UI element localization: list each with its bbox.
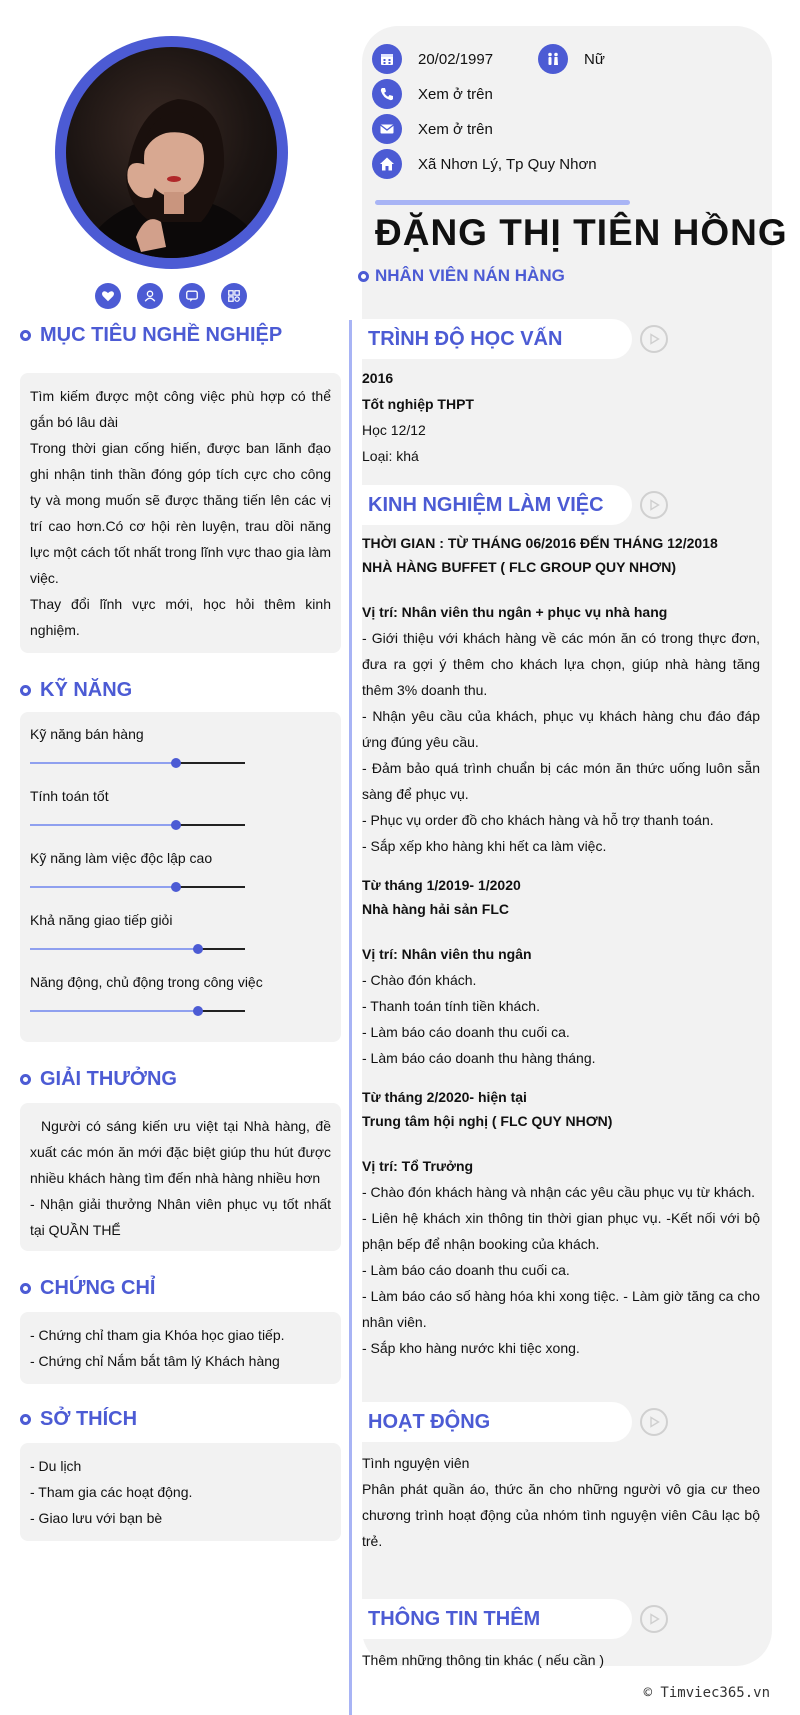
heading-experience: KINH NGHIỆM LÀM VIỆC [362, 485, 632, 525]
bullet-icon [20, 330, 31, 341]
education-rank: Loại: khá [362, 448, 419, 464]
award-line: - Nhận giải thưởng Nhân viên phục vụ tốt nhất tại QUẦN THỂ [30, 1196, 331, 1238]
job-position: Vị trí: Nhân viên thu ngân [362, 946, 532, 962]
skill-slider-fill [30, 824, 176, 826]
skill-name: Khả năng giao tiếp giỏi [30, 912, 173, 928]
skill-slider-knob[interactable] [193, 944, 203, 954]
home-icon [372, 149, 402, 179]
phone-icon [372, 79, 402, 109]
skill-name: Tính toán tốt [30, 788, 109, 804]
skill-slider-fill [30, 1010, 198, 1012]
job-duty: - Giới thiệu với khách hàng về các món ăn có trong thực đơn, đưa ra gợi ý thêm cho khách lựa chọn, giúp nhà hàng tăng thêm 3% doanh thu. [362, 630, 760, 698]
job-duty: - Nhận yêu cầu của khách, phục vụ khách hàng chu đáo đáp ứng đúng yêu cầu. [362, 708, 760, 750]
name-underline [375, 200, 630, 205]
job-company: NHÀ HÀNG BUFFET ( FLC GROUP QUY NHƠN) [362, 559, 676, 575]
contact-address [372, 149, 597, 179]
activity-text: Phân phát quần áo, thức ăn cho những người vô gia cư theo chương trình hoạt động của nhóm tình nguyện viên Câu lạc bộ trẻ. [362, 1481, 760, 1549]
job-time: Từ tháng 1/2019- 1/2020 [362, 877, 521, 893]
objective-line: Tìm kiếm được một công việc phù hợp có thể gắn bó lâu dài [30, 388, 331, 430]
avatar [55, 36, 288, 269]
skill-slider[interactable] [30, 886, 245, 888]
contact-phone [372, 79, 493, 109]
calendar-icon [372, 44, 402, 74]
heart-icon[interactable] [95, 283, 121, 309]
heading-certificates-text: CHỨNG CHỈ [40, 1277, 156, 1299]
objective-line: Thay đổi lĩnh vực mới, học hỏi thêm kinh nghiệm. [30, 596, 331, 638]
activities-block [362, 1450, 760, 1554]
contact-gender [538, 44, 605, 74]
activity-title: Tình nguyện viên [362, 1455, 470, 1471]
skill-item [30, 974, 263, 990]
skill-name: Kỹ năng làm việc độc lập cao [30, 850, 213, 866]
portrait-illustration [66, 47, 277, 258]
avatar-photo [66, 47, 277, 258]
experience-block [362, 531, 760, 1361]
skill-slider[interactable] [30, 762, 245, 764]
heading-certificates [20, 1277, 155, 1300]
bullet-icon [20, 1283, 31, 1294]
job-time: THỜI GIAN : TỪ THÁNG 06/2016 ĐẾN THÁNG 12/2018 [362, 535, 718, 551]
heading-activities: HOẠT ĐỘNG [362, 1402, 632, 1442]
contact-birthday [372, 44, 493, 74]
heading-skills-text: KỸ NĂNG [40, 679, 133, 701]
hobby-line: - Giao lưu với bạn bè [30, 1510, 163, 1526]
heading-awards [20, 1068, 177, 1091]
job-duty: - Sắp kho hàng nước khi tiệc xong. [362, 1340, 580, 1356]
email-text: Xem ở trên [418, 120, 493, 138]
award-line: Người có sáng kiến ưu việt tại Nhà hàng, đề xuất các món ăn mới đặc biệt giúp thu hút được nhiều khách hàng tìm đến nhà hàng nhiều hơn [30, 1118, 335, 1186]
email-icon [372, 114, 402, 144]
objective-line: Trong thời gian cống hiến, được ban lãnh đạo ghi nhận tinh thần đóng góp tích cực cho công ty và mong muốn sẽ được thăng tiến lên các vị trí cao hơn.Có cơ hội rèn luyện, trau dồi năng lực một cách tốt nhất trong lĩnh vực thao gia làm việc. [30, 440, 331, 586]
job-duty: - Chào đón khách. [362, 972, 477, 988]
more-info-block [362, 1647, 760, 1673]
education-year: 2016 [362, 370, 394, 386]
certificates-box [20, 1312, 341, 1384]
skill-slider-fill [30, 762, 176, 764]
heading-hobbies [20, 1408, 137, 1431]
play-icon[interactable] [640, 1408, 668, 1436]
education-grade: Học 12/12 [362, 422, 426, 438]
education-block [362, 365, 760, 469]
contact-email [372, 114, 493, 144]
job-position: Vị trí: Tổ Trưởng [362, 1158, 474, 1174]
birthday-text: 20/02/1997 [418, 50, 494, 68]
certificate-line: - Chứng chỉ tham gia Khóa học giao tiếp. [30, 1327, 285, 1343]
skill-slider-fill [30, 886, 176, 888]
social-icons [95, 283, 247, 309]
job-duty: - Làm báo cáo doanh thu cuối ca. [362, 1024, 570, 1040]
job-duty: - Làm báo cáo số hàng hóa khi xong tiệc. - Làm giờ tăng ca cho nhân viên. [362, 1288, 760, 1330]
heading-objective [20, 324, 282, 347]
column-divider [349, 320, 352, 1715]
job-title-text: NHÂN VIÊN NÁN HÀNG [375, 266, 565, 285]
address-text: Xã Nhơn Lý, Tp Quy Nhơn [418, 155, 597, 173]
skill-slider[interactable] [30, 948, 245, 950]
job-position: Vị trí: Nhân viên thu ngân + phục vụ nhà hang [362, 604, 668, 620]
objective-box [20, 373, 341, 653]
heading-skills [20, 679, 132, 702]
job-duty: - Phục vụ order đồ cho khách hàng và hỗ trợ thanh toán. [362, 812, 714, 828]
skill-item [30, 912, 245, 928]
hobby-line: - Tham gia các hoạt động. [30, 1484, 193, 1500]
play-icon[interactable] [640, 1605, 668, 1633]
heading-hobbies-text: SỞ THÍCH [40, 1408, 138, 1430]
job-duty: - Thanh toán tính tiền khách. [362, 998, 540, 1014]
skill-slider[interactable] [30, 1010, 245, 1012]
bullet-icon [358, 271, 369, 282]
bullet-icon [20, 685, 31, 696]
play-icon[interactable] [640, 325, 668, 353]
job-duty: - Đảm bảo quá trình chuẩn bị các món ăn thức uống luôn sẵn sàng để phục vụ. [362, 760, 760, 802]
awards-box [20, 1103, 341, 1251]
user-icon[interactable] [137, 283, 163, 309]
chat-icon[interactable] [179, 283, 205, 309]
job-duty: - Sắp xếp kho hàng khi hết ca làm việc. [362, 838, 607, 854]
job-duty: - Chào đón khách hàng và nhận các yêu cầu phục vụ từ khách. [362, 1184, 756, 1200]
hobbies-box [20, 1443, 341, 1541]
skill-slider-knob[interactable] [193, 1006, 203, 1016]
education-school: Tốt nghiệp THPT [362, 396, 474, 412]
footer-watermark: © Timviec365.vn [643, 1685, 770, 1701]
play-icon[interactable] [640, 491, 668, 519]
heading-awards-text: GIẢI THƯỞNG [40, 1068, 177, 1090]
skill-name: Năng động, chủ động trong công việc [30, 974, 263, 990]
gender-icon [538, 44, 568, 74]
bullet-icon [20, 1074, 31, 1085]
bullet-icon [20, 1414, 31, 1425]
candidate-name: ĐẶNG THỊ TIÊN HỒNG [375, 212, 788, 253]
skill-item [30, 726, 245, 742]
gender-text: Nữ [584, 50, 605, 68]
heading-more-info: THÔNG TIN THÊM [362, 1599, 632, 1639]
more-info-text: Thêm những thông tin khác ( nếu cần ) [362, 1652, 605, 1668]
skill-slider-fill [30, 948, 198, 950]
job-duty: - Làm báo cáo doanh thu hàng tháng. [362, 1050, 596, 1066]
job-duty: - Liên hệ khách xin thông tin thời gian phục vụ. -Kết nối với bộ phận bếp để nhận booking của khách. [362, 1210, 760, 1252]
skill-name: Kỹ năng bán hàng [30, 726, 144, 742]
job-company: Trung tâm hội nghị ( FLC QUY NHƠN) [362, 1113, 613, 1129]
hobby-line: - Du lịch [30, 1458, 82, 1474]
job-company: Nhà hàng hải sản FLC [362, 901, 510, 917]
job-duty: - Làm báo cáo doanh thu cuối ca. [362, 1262, 570, 1278]
phone-text: Xem ở trên [418, 85, 493, 103]
job-time: Từ tháng 2/2020- hiện tại [362, 1089, 527, 1105]
heading-education: TRÌNH ĐỘ HỌC VẤN [362, 319, 632, 359]
grid-icon[interactable] [221, 283, 247, 309]
skill-item [30, 850, 245, 866]
certificate-line: - Chứng chỉ Nắm bắt tâm lý Khách hàng [30, 1353, 280, 1369]
heading-objective-text: MỤC TIÊU NGHỀ NGHIỆP [40, 324, 283, 346]
skill-slider[interactable] [30, 824, 245, 826]
job-title [358, 266, 565, 286]
skill-item [30, 788, 245, 804]
